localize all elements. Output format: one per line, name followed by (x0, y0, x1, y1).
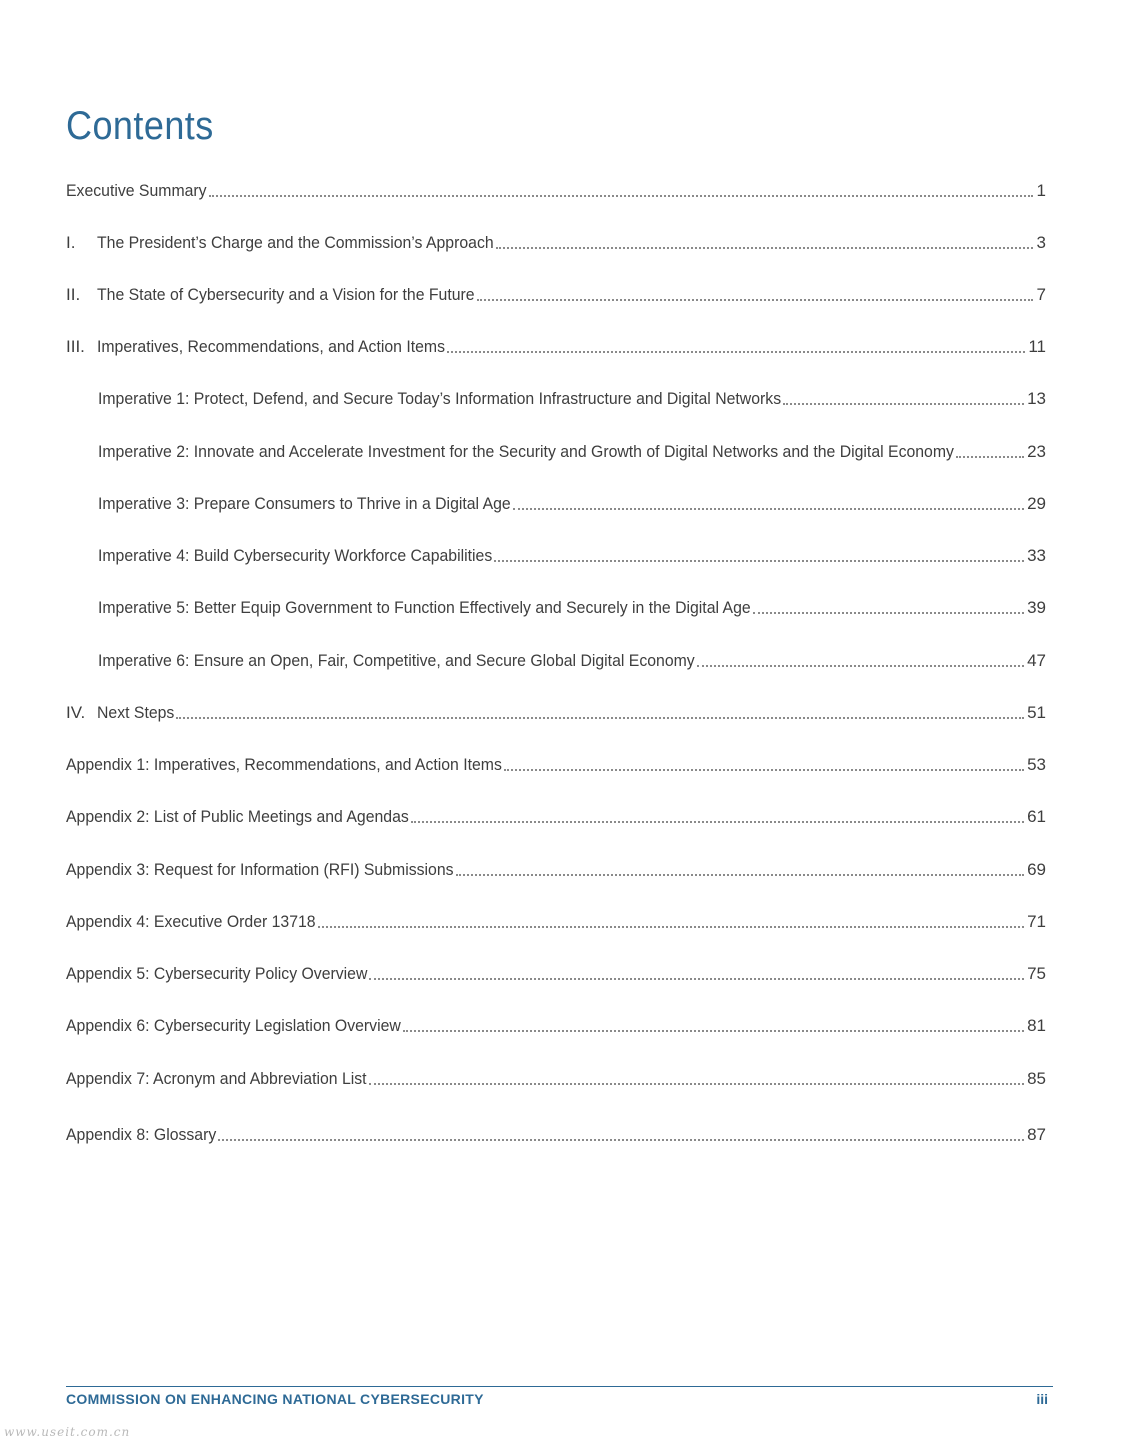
toc-entry[interactable] (66, 857, 1046, 881)
toc-entry[interactable] (66, 1013, 1046, 1037)
toc-entry-label: Appendix 1: Imperatives, Recommendations, and Action Items (66, 755, 502, 774)
toc-entry[interactable] (66, 1122, 1046, 1146)
toc-entry-number: II. (66, 285, 81, 304)
dot-leader (318, 926, 1024, 928)
watermark: www.useit.com.cn (4, 1425, 131, 1439)
toc-entry-number: III. (66, 337, 85, 356)
toc-entry-label: Appendix 2: List of Public Meetings and Agendas (66, 807, 409, 826)
toc-entry-page: 13 (1027, 389, 1046, 408)
toc-entry[interactable] (98, 439, 1046, 463)
dot-leader (176, 717, 1024, 719)
toc-entry[interactable] (98, 595, 1046, 619)
toc-entry[interactable] (98, 491, 1046, 515)
dot-leader (456, 874, 1025, 876)
toc-entry-page: 23 (1027, 442, 1046, 461)
dot-leader (494, 560, 1024, 562)
toc-entry[interactable] (66, 804, 1046, 828)
toc-entry-page: 47 (1027, 651, 1046, 670)
toc-entry-label: Appendix 8: Glossary (66, 1125, 217, 1144)
toc-entry-label: Next Steps (97, 703, 175, 722)
toc-entry-page: 75 (1027, 964, 1046, 983)
toc-entry-page: 39 (1027, 598, 1046, 617)
toc-entry-page: 61 (1027, 807, 1046, 826)
toc-entry-page: 29 (1027, 494, 1046, 513)
dot-leader (369, 978, 1024, 980)
dot-leader (783, 403, 1024, 405)
toc-entry-label: Appendix 5: Cybersecurity Policy Overview (66, 964, 368, 983)
footer-organization: COMMISSION ON ENHANCING NATIONAL CYBERSECURITY (66, 1391, 484, 1407)
toc-entry-page: 85 (1027, 1069, 1046, 1088)
dot-leader (209, 195, 1033, 197)
toc-entry-label: Executive Summary (66, 181, 207, 200)
dot-leader (496, 247, 1033, 249)
dot-leader (411, 821, 1024, 823)
toc-entry-label: Imperative 5: Better Equip Government to Function Effectively and Securely in the Digital Age (98, 598, 751, 617)
dot-leader (477, 299, 1033, 301)
toc-entry[interactable] (98, 543, 1046, 567)
toc-entry-label: Appendix 3: Request for Information (RFI) Submissions (66, 860, 454, 879)
toc-entry[interactable] (66, 909, 1046, 933)
dot-leader (403, 1030, 1024, 1032)
toc-entry-label: The State of Cybersecurity and a Vision for the Future (97, 285, 475, 304)
toc-entry[interactable] (66, 282, 1046, 306)
toc-entry-page: 51 (1027, 703, 1046, 722)
toc-entry-label: Appendix 6: Cybersecurity Legislation Overview (66, 1016, 401, 1035)
toc-entry[interactable] (66, 1066, 1046, 1090)
toc-entry-page: 11 (1028, 337, 1046, 356)
toc-entry[interactable] (98, 648, 1046, 672)
dot-leader (218, 1139, 1024, 1141)
toc-entry-label: Imperative 4: Build Cybersecurity Workforce Capabilities (98, 546, 493, 565)
dot-leader (697, 665, 1024, 667)
page-number: iii (1036, 1391, 1048, 1407)
toc-entry-page: 81 (1027, 1016, 1046, 1035)
page-title: Contents (66, 104, 214, 148)
toc-entry-page: 33 (1027, 546, 1046, 565)
toc-entry-number: IV. (66, 703, 86, 722)
toc-entry[interactable] (66, 230, 1046, 254)
toc-entry[interactable] (66, 334, 1046, 358)
toc-entry-label: Imperative 1: Protect, Defend, and Secure Today’s Information Infrastructure and Digital Networks (98, 389, 782, 408)
toc-entry-page: 3 (1036, 233, 1046, 252)
toc-entry[interactable] (98, 386, 1046, 410)
dot-leader (369, 1083, 1024, 1085)
dot-leader (753, 612, 1024, 614)
toc-entry[interactable] (66, 178, 1046, 202)
dot-leader (956, 456, 1024, 458)
toc-entry-label: Imperatives, Recommendations, and Action Items (97, 337, 445, 356)
toc-entry[interactable] (66, 961, 1046, 985)
dot-leader (504, 769, 1024, 771)
toc-entry-label: Appendix 4: Executive Order 13718 (66, 912, 316, 931)
toc-entry-page: 1 (1036, 181, 1046, 200)
toc-entry-number: I. (66, 233, 76, 252)
toc-entry-label: Appendix 7: Acronym and Abbreviation List (66, 1069, 367, 1088)
toc-entry-page: 7 (1036, 285, 1046, 304)
toc-entry-label: The President’s Charge and the Commission’s Approach (97, 233, 494, 252)
dot-leader (447, 351, 1025, 353)
dot-leader (513, 508, 1024, 510)
toc-entry-page: 69 (1027, 860, 1046, 879)
toc-entry-page: 87 (1027, 1125, 1046, 1144)
toc-entry-page: 71 (1027, 912, 1046, 931)
toc-entry[interactable] (66, 752, 1046, 776)
toc-entry[interactable] (66, 700, 1046, 724)
toc-entry-page: 53 (1027, 755, 1046, 774)
toc-entry-label: Imperative 6: Ensure an Open, Fair, Competitive, and Secure Global Digital Economy (98, 651, 695, 670)
footer-divider (66, 1386, 1053, 1387)
toc-entry-label: Imperative 3: Prepare Consumers to Thrive in a Digital Age (98, 494, 511, 513)
toc-entry-label: Imperative 2: Innovate and Accelerate Investment for the Security and Growth of Digital Networks and the Digital Economy (98, 442, 954, 461)
